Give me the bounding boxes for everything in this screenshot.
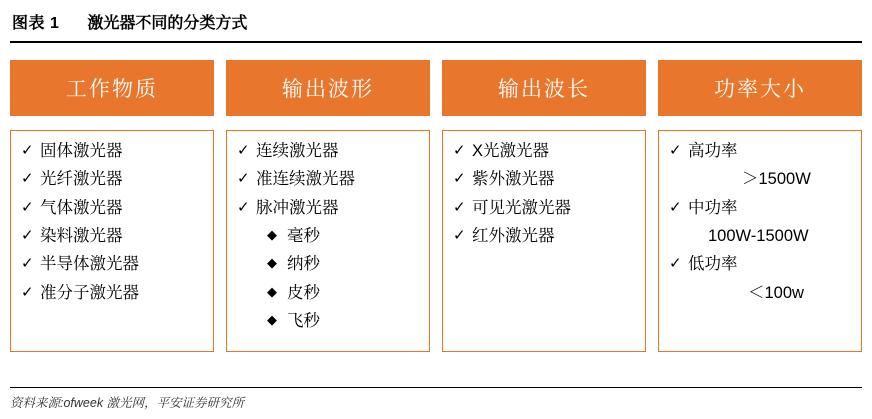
list-item-label: 紫外激光器 xyxy=(472,170,555,189)
column-header: 输出波形 xyxy=(226,60,430,116)
column-output-waveform xyxy=(226,60,430,352)
check-icon: ✓ xyxy=(21,170,34,188)
diamond-icon: ◆ xyxy=(267,283,277,299)
source-divider xyxy=(10,387,862,388)
list-item-label: 连续激光器 xyxy=(256,142,339,160)
sub-list-item-label: 皮秒 xyxy=(287,283,320,302)
figure-label: 图表 1 xyxy=(12,15,60,32)
list-item xyxy=(237,143,423,160)
list-item-value-label: 100W-1500W xyxy=(708,226,809,245)
check-icon: ✓ xyxy=(21,198,34,216)
list-item-value-label: ＞1500W xyxy=(742,170,811,189)
list-item-label: 光纤激光器 xyxy=(40,170,123,189)
column-body xyxy=(226,130,430,352)
source-note: 资料来源:ofweek 激光网，平安证券研究所 xyxy=(10,396,245,410)
list-item-label: 红外激光器 xyxy=(472,226,555,245)
check-icon: ✓ xyxy=(453,142,466,159)
column-power-level xyxy=(658,60,862,352)
list-item xyxy=(21,256,207,273)
list-item-label: 染料激光器 xyxy=(40,226,123,245)
page-title: 激光器不同的分类方式 xyxy=(87,15,248,32)
check-icon: ✓ xyxy=(669,142,682,159)
list-item-value xyxy=(669,285,855,302)
list-item-value-label: ＜100w xyxy=(748,283,804,302)
list-item-label: 气体激光器 xyxy=(40,198,123,217)
column-header: 输出波长 xyxy=(442,60,646,116)
list-item xyxy=(21,285,207,302)
list-item-label: 准连续激光器 xyxy=(256,170,355,189)
sub-list-item xyxy=(237,228,423,245)
column-body xyxy=(442,130,646,352)
list-item xyxy=(669,143,855,160)
list-item-value xyxy=(669,171,855,188)
check-icon: ✓ xyxy=(21,283,34,301)
list-item xyxy=(669,200,855,217)
list-item-label: 高功率 xyxy=(688,142,738,160)
list-item xyxy=(453,228,639,245)
list-item xyxy=(21,228,207,245)
list-item xyxy=(21,143,207,160)
column-header: 功率大小 xyxy=(658,60,862,116)
list-item xyxy=(453,143,639,160)
list-item-label: 固体激光器 xyxy=(40,142,123,160)
list-item-label: 脉冲激光器 xyxy=(256,198,339,217)
check-icon: ✓ xyxy=(453,198,466,216)
check-icon: ✓ xyxy=(237,170,250,188)
column-body xyxy=(10,130,214,352)
list-item-label: 半导体激光器 xyxy=(40,255,139,274)
diamond-icon: ◆ xyxy=(267,311,277,327)
list-item xyxy=(453,200,639,217)
check-icon: ✓ xyxy=(669,255,682,273)
column-header: 工作物质 xyxy=(10,60,214,116)
list-item-label: 准分子激光器 xyxy=(40,283,139,302)
check-icon: ✓ xyxy=(453,170,466,188)
classification-columns xyxy=(10,60,862,352)
diamond-icon: ◆ xyxy=(267,255,277,271)
diamond-icon: ◆ xyxy=(267,226,277,242)
list-item xyxy=(237,200,423,217)
check-icon: ✓ xyxy=(453,226,466,244)
sub-list-item-label: 纳秒 xyxy=(287,255,320,274)
list-item-label: 可见光激光器 xyxy=(472,198,571,217)
list-item-label: 低功率 xyxy=(688,255,738,274)
list-item-value xyxy=(669,228,855,245)
check-icon: ✓ xyxy=(237,198,250,216)
column-work-medium xyxy=(10,60,214,352)
check-icon: ✓ xyxy=(669,198,682,216)
check-icon: ✓ xyxy=(21,142,34,159)
sub-list-item xyxy=(237,256,423,273)
column-body xyxy=(658,130,862,352)
list-item xyxy=(669,256,855,273)
list-item-label: X光激光器 xyxy=(472,142,550,160)
check-icon: ✓ xyxy=(21,255,34,273)
sub-list-item xyxy=(237,285,423,302)
list-item xyxy=(453,171,639,188)
sub-list-item xyxy=(237,313,423,330)
source-section xyxy=(10,387,862,411)
list-item-label: 中功率 xyxy=(688,198,738,217)
column-output-wavelength xyxy=(442,60,646,352)
check-icon: ✓ xyxy=(237,142,250,159)
check-icon: ✓ xyxy=(21,226,34,244)
sub-list-item-label: 毫秒 xyxy=(287,226,320,245)
list-item xyxy=(21,200,207,217)
figure-title-bar xyxy=(10,0,862,43)
list-item xyxy=(21,171,207,188)
sub-list-item-label: 飞秒 xyxy=(287,311,320,330)
list-item xyxy=(237,171,423,188)
